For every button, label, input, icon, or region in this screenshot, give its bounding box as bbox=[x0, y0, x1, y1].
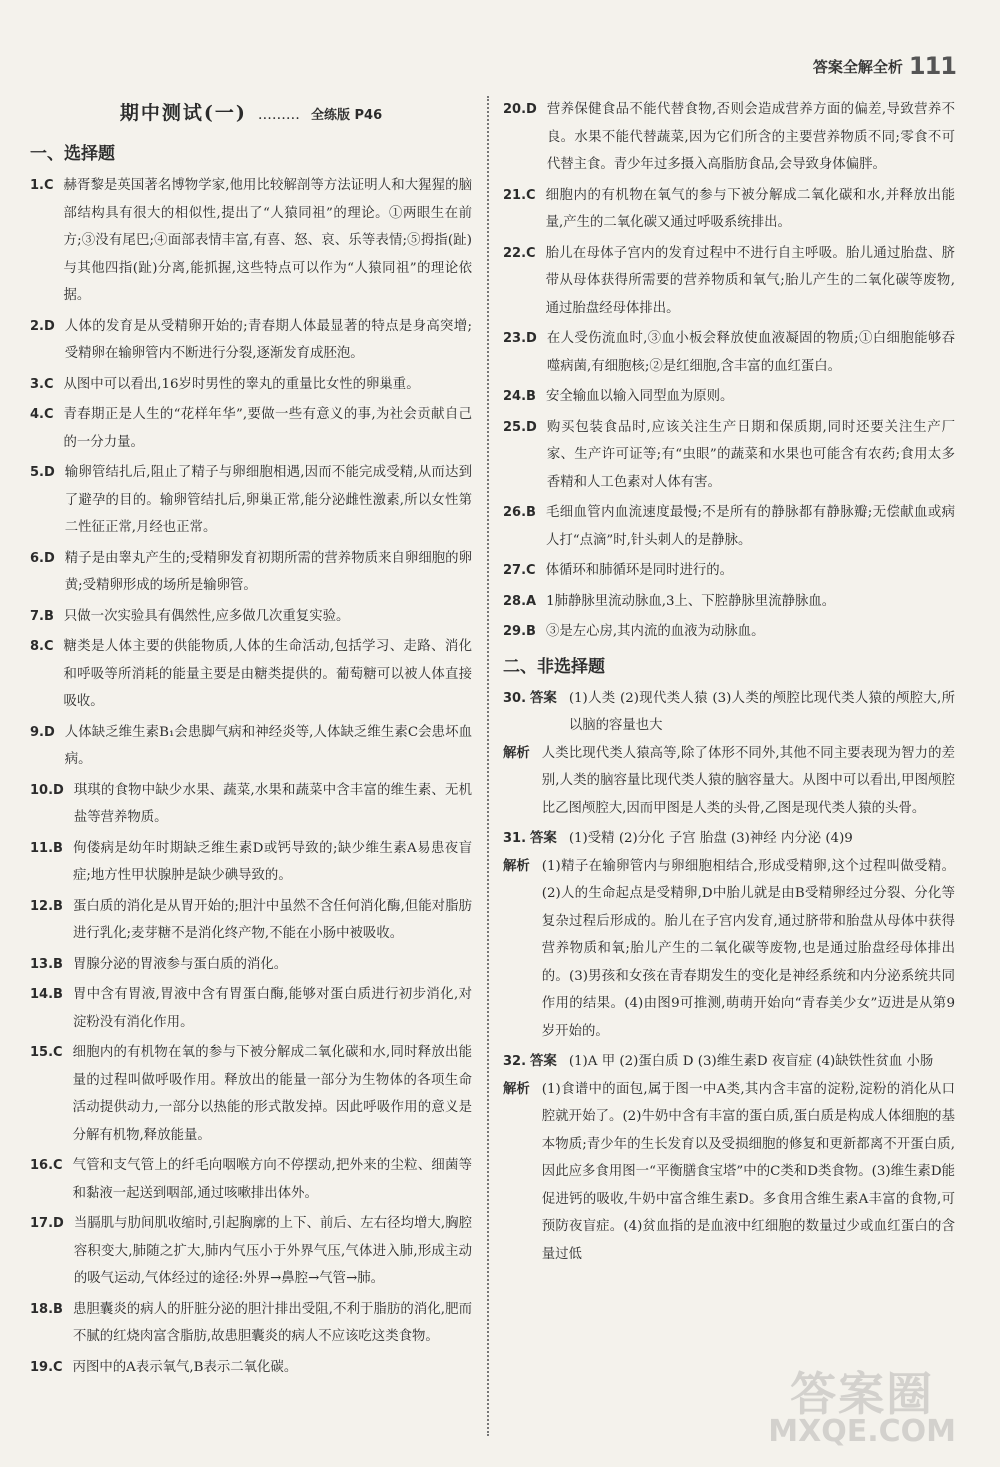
answer-item bbox=[503, 618, 955, 646]
answer-number: 21.C bbox=[503, 187, 536, 203]
answer-number: 18.B bbox=[30, 1301, 63, 1317]
answer-explanation: 人体的发育是从受精卵开始的;青春期人体最显著的特点是身高突增;受精卵在输卵管内不断进行分裂,逐渐发育成胚泡。 bbox=[64, 318, 472, 361]
answer-item bbox=[503, 182, 955, 237]
answer-explanation: 购买包装食品时,应该关注生产日期和保质期,同时还要关注生产厂家、生产许可证等;有“虫眼”的蔬菜和水果也可能含有农药;食用太多香精和人工色素对人体有害。 bbox=[546, 419, 955, 490]
answer-item bbox=[30, 719, 472, 774]
answer-number: 20.D bbox=[503, 102, 537, 117]
answer-explanation: 患胆囊炎的病人的肝脏分泌的胆汁排出受阻,不利于脂肪的消化,肥而不腻的红烧肉富含脂肪,故患胆囊炎的病人不应该吃这类食物。 bbox=[72, 1301, 472, 1344]
answer-explanation: 只做一次实验具有偶然性,应多做几次重复实验。 bbox=[63, 608, 350, 624]
answer-item bbox=[30, 1354, 472, 1382]
answer-number: 4.C bbox=[30, 407, 54, 422]
answer-number: 2.D bbox=[30, 318, 55, 334]
answer-explanation: 从图中可以看出,16岁时男性的睾丸的重量比女性的卵巢重。 bbox=[63, 376, 420, 392]
answer-row bbox=[503, 1048, 955, 1076]
analysis-row bbox=[503, 740, 955, 823]
answer-number: 12.B bbox=[30, 898, 63, 914]
answer-text: (1)受精 (2)分化 子宫 胎盘 (3)神经 内分泌 (4)9 bbox=[568, 831, 853, 846]
answer-number: 19.C bbox=[30, 1359, 63, 1375]
answer-explanation: 胃腺分泌的胃液参与蛋白质的消化。 bbox=[72, 956, 288, 972]
answer-item bbox=[30, 1210, 472, 1293]
analysis-tag: 解析 bbox=[503, 744, 530, 761]
answer-explanation: 细胞内的有机物在氧气的参与下被分解成二氧化碳和水,并释放出能量,产生的二氧化碳又通过呼吸系统排出。 bbox=[545, 187, 955, 230]
answer-item bbox=[503, 557, 955, 585]
answer-explanation: 安全输血以输入同型血为原则。 bbox=[545, 389, 734, 404]
answer-explanation: 人体缺乏维生素B₁会患脚气病和神经炎等,人体缺乏维生素C会患坏血病。 bbox=[64, 724, 472, 767]
answer-item bbox=[30, 835, 472, 890]
answer-row bbox=[503, 825, 955, 853]
answer-item bbox=[30, 172, 472, 310]
test-title-dots: ……… bbox=[257, 107, 300, 123]
answer-item bbox=[503, 588, 955, 616]
page-header bbox=[813, 52, 956, 80]
left-answer-list bbox=[30, 172, 472, 1381]
answer-number: 14.B bbox=[30, 987, 63, 1002]
watermark-url: MXQE.COM bbox=[768, 1414, 956, 1449]
answer-explanation: 当膈肌与肋间肌收缩时,引起胸廓的上下、前后、左右径均增大,胸腔容积变大,肺随之扩大,肺内气压小于外界气压,气体进入肺,形成主动的吸气运动,气体经过的途径:外界→鼻腔→气管→肺。 bbox=[73, 1216, 472, 1286]
section-heading-choice: 一、选择题 bbox=[30, 144, 115, 164]
answer-number: 13.B bbox=[30, 956, 63, 972]
answer-item bbox=[30, 893, 472, 948]
answer-item bbox=[503, 96, 955, 179]
answer-explanation: 营养保健食品不能代替食物,否则会造成营养方面的偏差,导致营养不良。水果不能代替蔬菜,因为它们所含的主要营养物质不同;零食不可代替主食。青少年过多摄入高脂肪食品,会导致身体偏胖。 bbox=[546, 102, 955, 172]
answer-explanation: 细胞内的有机物在氧的参与下被分解成二氧化碳和水,同时释放出能量的过程叫做呼吸作用。释放出的能量一部分为生物体的各项生命活动提供动力,一部分以热能的形式散发掉。因此呼吸作用的意义是分解有机物,释放能量。 bbox=[72, 1045, 472, 1143]
answer-item bbox=[503, 383, 955, 411]
answer-item bbox=[30, 545, 472, 600]
answer-explanation: 丙图中的A表示氧气,B表示二氧化碳。 bbox=[72, 1359, 298, 1375]
answer-number: 3.C bbox=[30, 376, 54, 392]
nonchoice-answer-block bbox=[503, 1048, 955, 1268]
answer-explanation: 胃中含有胃液,胃液中含有胃蛋白酶,能够对蛋白质进行初步消化,对淀粉没有消化作用。 bbox=[72, 987, 472, 1030]
watermark-logo bbox=[768, 1367, 956, 1449]
question-number: 30. bbox=[503, 690, 527, 706]
test-title-main: 期中测试(一) bbox=[119, 102, 247, 124]
answer-item bbox=[30, 777, 472, 832]
answer-item bbox=[30, 313, 472, 368]
analysis-tag: 解析 bbox=[503, 857, 530, 874]
answer-row bbox=[503, 685, 955, 740]
answer-item bbox=[30, 371, 472, 399]
answer-head bbox=[503, 1048, 569, 1076]
answer-number: 26.B bbox=[503, 505, 536, 520]
answer-explanation: 毛细血管内血流速度最慢;不是所有的静脉都有静脉瓣;无偿献血或病人打“点滴”时,针头刺人的是静脉。 bbox=[545, 505, 955, 548]
header-label: 答案全解全析 bbox=[812, 57, 903, 76]
answer-explanation: 气管和支气管上的纤毛向咽喉方向不停摆动,把外来的尘粒、细菌等和黏液一起送到咽部,通过咳嗽排出体外。 bbox=[72, 1158, 472, 1201]
answer-explanation: 胎儿在母体子宫内的发育过程中不进行自主呼吸。胎儿通过胎盘、脐带从母体获得所需要的营养物质和氧气;胎儿产生的二氧化碳等废物,通过胎盘经母体排出。 bbox=[545, 245, 955, 316]
nonchoice-answer-block bbox=[503, 825, 955, 1045]
nonchoice-answer-list bbox=[503, 685, 955, 1269]
answer-head bbox=[503, 825, 569, 853]
answer-number: 11.B bbox=[30, 840, 63, 856]
page-number: 111 bbox=[908, 52, 956, 80]
section-heading-nonchoice: 二、非选择题 bbox=[503, 656, 605, 677]
answer-number: 24.B bbox=[503, 389, 536, 404]
answer-tag: 答案 bbox=[530, 1053, 557, 1069]
answer-item bbox=[30, 603, 472, 631]
answer-number: 10.D bbox=[30, 782, 64, 798]
answer-item bbox=[30, 981, 472, 1036]
watermark-text: 答案圈 bbox=[790, 1367, 935, 1421]
answer-explanation: ③是左心房,其内流的血液为动脉血。 bbox=[545, 624, 765, 639]
answer-explanation: 精子是由睾丸产生的;受精卵发育初期所需的营养物质来自卵细胞的卵黄;受精卵形成的场所是输卵管。 bbox=[64, 550, 472, 593]
answer-number: 27.C bbox=[503, 563, 536, 578]
answer-item bbox=[503, 325, 955, 380]
answer-explanation: 琪琪的食物中缺少水果、蔬菜,水果和蔬菜中含丰富的维生素、无机盐等营养物质。 bbox=[73, 782, 472, 825]
answer-explanation: 在人受伤流血时,③血小板会释放使血液凝固的物质;①白细胞能够吞噬病菌,有细胞核;②是红细胞,含丰富的血红蛋白。 bbox=[546, 331, 955, 374]
answer-item bbox=[30, 401, 472, 456]
answer-explanation: 输卵管结扎后,阻止了精子与卵细胞相遇,因而不能完成受精,从而达到了避孕的目的。输卵管结扎后,卵巢正常,能分泌雌性激素,所以女性第二性征正常,月经也正常。 bbox=[64, 465, 472, 535]
answer-number: 15.C bbox=[30, 1045, 63, 1060]
answer-explanation: 体循环和肺循环是同时进行的。 bbox=[545, 563, 734, 578]
answer-item bbox=[30, 951, 472, 979]
answer-number: 9.D bbox=[30, 724, 55, 740]
analysis-text: 人类比现代类人猿高等,除了体形不同外,其他不同主要表现为智力的差别,人类的脑容量比现代类人猿的脑容量大。从图中可以看出,甲图颅腔比乙图颅腔大,因而甲图是人类的头骨,乙图是现代类人猿的头骨。 bbox=[541, 745, 955, 816]
answer-tag: 答案 bbox=[530, 830, 557, 846]
answer-item bbox=[30, 1296, 472, 1351]
answer-item bbox=[503, 414, 955, 497]
answer-text: (1)A 甲 (2)蛋白质 D (3)维生素D 夜盲症 (4)缺铁性贫血 小肠 bbox=[568, 1054, 934, 1069]
answer-explanation: 青春期正是人生的“花样年华”,要做一些有意义的事,为社会贡献自己的一分力量。 bbox=[63, 407, 472, 450]
answer-item bbox=[503, 240, 955, 323]
answer-number: 17.D bbox=[30, 1216, 64, 1231]
answer-number: 16.C bbox=[30, 1158, 63, 1173]
question-number: 32. bbox=[503, 1054, 527, 1069]
analysis-row bbox=[503, 853, 955, 1046]
answer-number: 25.D bbox=[503, 419, 537, 435]
answer-head bbox=[503, 685, 569, 740]
test-title-ref: 全练版 P46 bbox=[311, 108, 383, 123]
answer-number: 23.D bbox=[503, 331, 537, 346]
answer-number: 6.D bbox=[30, 550, 55, 566]
answer-number: 22.C bbox=[503, 245, 536, 261]
analysis-row bbox=[503, 1076, 955, 1269]
answer-number: 5.D bbox=[30, 465, 55, 480]
answer-item bbox=[30, 459, 472, 542]
question-number: 31. bbox=[503, 831, 527, 846]
left-column bbox=[30, 96, 472, 1384]
column-divider bbox=[487, 96, 489, 1436]
answer-explanation: 糖类是人体主要的供能物质,人体的生命活动,包括学习、走路、消化和呼吸等所消耗的能量主要是由糖类提供的。葡萄糖可以被人体直接吸收。 bbox=[63, 639, 472, 709]
answer-number: 28.A bbox=[503, 593, 537, 609]
test-title bbox=[30, 98, 472, 125]
answer-tag: 答案 bbox=[530, 689, 557, 706]
analysis-text: (1)精子在输卵管内与卵细胞相结合,形成受精卵,这个过程叫做受精。(2)人的生命起点是受精卵,D中胎儿就是由B受精卵经过分裂、分化等复杂过程后形成的。胎儿在子宫内发育,通过脐带和胎盘从母体中获得营养物质和氧;胎儿产生的二氧化碳等废物,也是通过胎盘经母体排出的。(3)男孩和女孩在青春期发生的变化是神经系统和内分泌系统共同作用的结果。(4)由图9可推测,萌萌开始向“青春美少女”迈进是从第9岁开始的。 bbox=[541, 858, 955, 1039]
right-answer-list bbox=[503, 96, 955, 646]
answer-explanation: 佝偻病是幼年时期缺乏维生素D或钙导致的;缺少维生素A易患夜盲症;地方性甲状腺肿是缺少碘导致的。 bbox=[72, 840, 472, 883]
analysis-tag: 解析 bbox=[503, 1080, 530, 1097]
analysis-text: (1)食谱中的面包,属于图一中A类,其内含丰富的淀粉,淀粉的消化从口腔就开始了。(2)牛奶中含有丰富的蛋白质,蛋白质是构成人体细胞的基本物质;青少年的生长发育以及受损细胞的修复和更新都离不开蛋白质,因此应多食用图一“平衡膳食宝塔”中的C类和D类食物。(3)维生素D能促进钙的吸收,牛奶中富含维生素D。多食用含维生素A丰富的食物,可预防夜盲症。(4)贫血指的是血液中红细胞的数量过少或血红蛋白的含量过低 bbox=[541, 1081, 955, 1262]
answer-item bbox=[30, 633, 472, 716]
answer-number: 29.B bbox=[503, 624, 536, 639]
answer-number: 1.C bbox=[30, 178, 54, 193]
answer-number: 8.C bbox=[30, 639, 54, 654]
answer-text: (1)人类 (2)现代类人猿 (3)人类的颅腔比现代类人猿的颅腔大,所以脑的容量也大 bbox=[568, 690, 955, 733]
answer-item bbox=[30, 1039, 472, 1149]
answer-explanation: 1肺静脉里流动脉血,3上、下腔静脉里流静脉血。 bbox=[546, 593, 836, 609]
nonchoice-answer-block bbox=[503, 685, 955, 823]
answer-explanation: 蛋白质的消化是从胃开始的;胆汁中虽然不含任何消化酶,但能对脂肪进行乳化;麦芽糖不是消化终产物,不能在小肠中被吸收。 bbox=[72, 898, 472, 941]
answer-item bbox=[30, 1152, 472, 1207]
right-column bbox=[503, 96, 955, 1271]
answer-number: 7.B bbox=[30, 608, 54, 624]
answer-item bbox=[503, 499, 955, 554]
answer-explanation: 赫胥黎是英国著名博物学家,他用比较解剖等方法证明人和大猩猩的脑部结构具有很大的相似性,提出了“人猿同祖”的理论。①两眼生在前方;③没有尾巴;④面部表情丰富,有喜、怒、哀、乐等表情;⑤拇指(趾)与其他四指(趾)分离,能抓握,这些特点可以作为“人猿同祖”的理论依据。 bbox=[63, 178, 472, 303]
